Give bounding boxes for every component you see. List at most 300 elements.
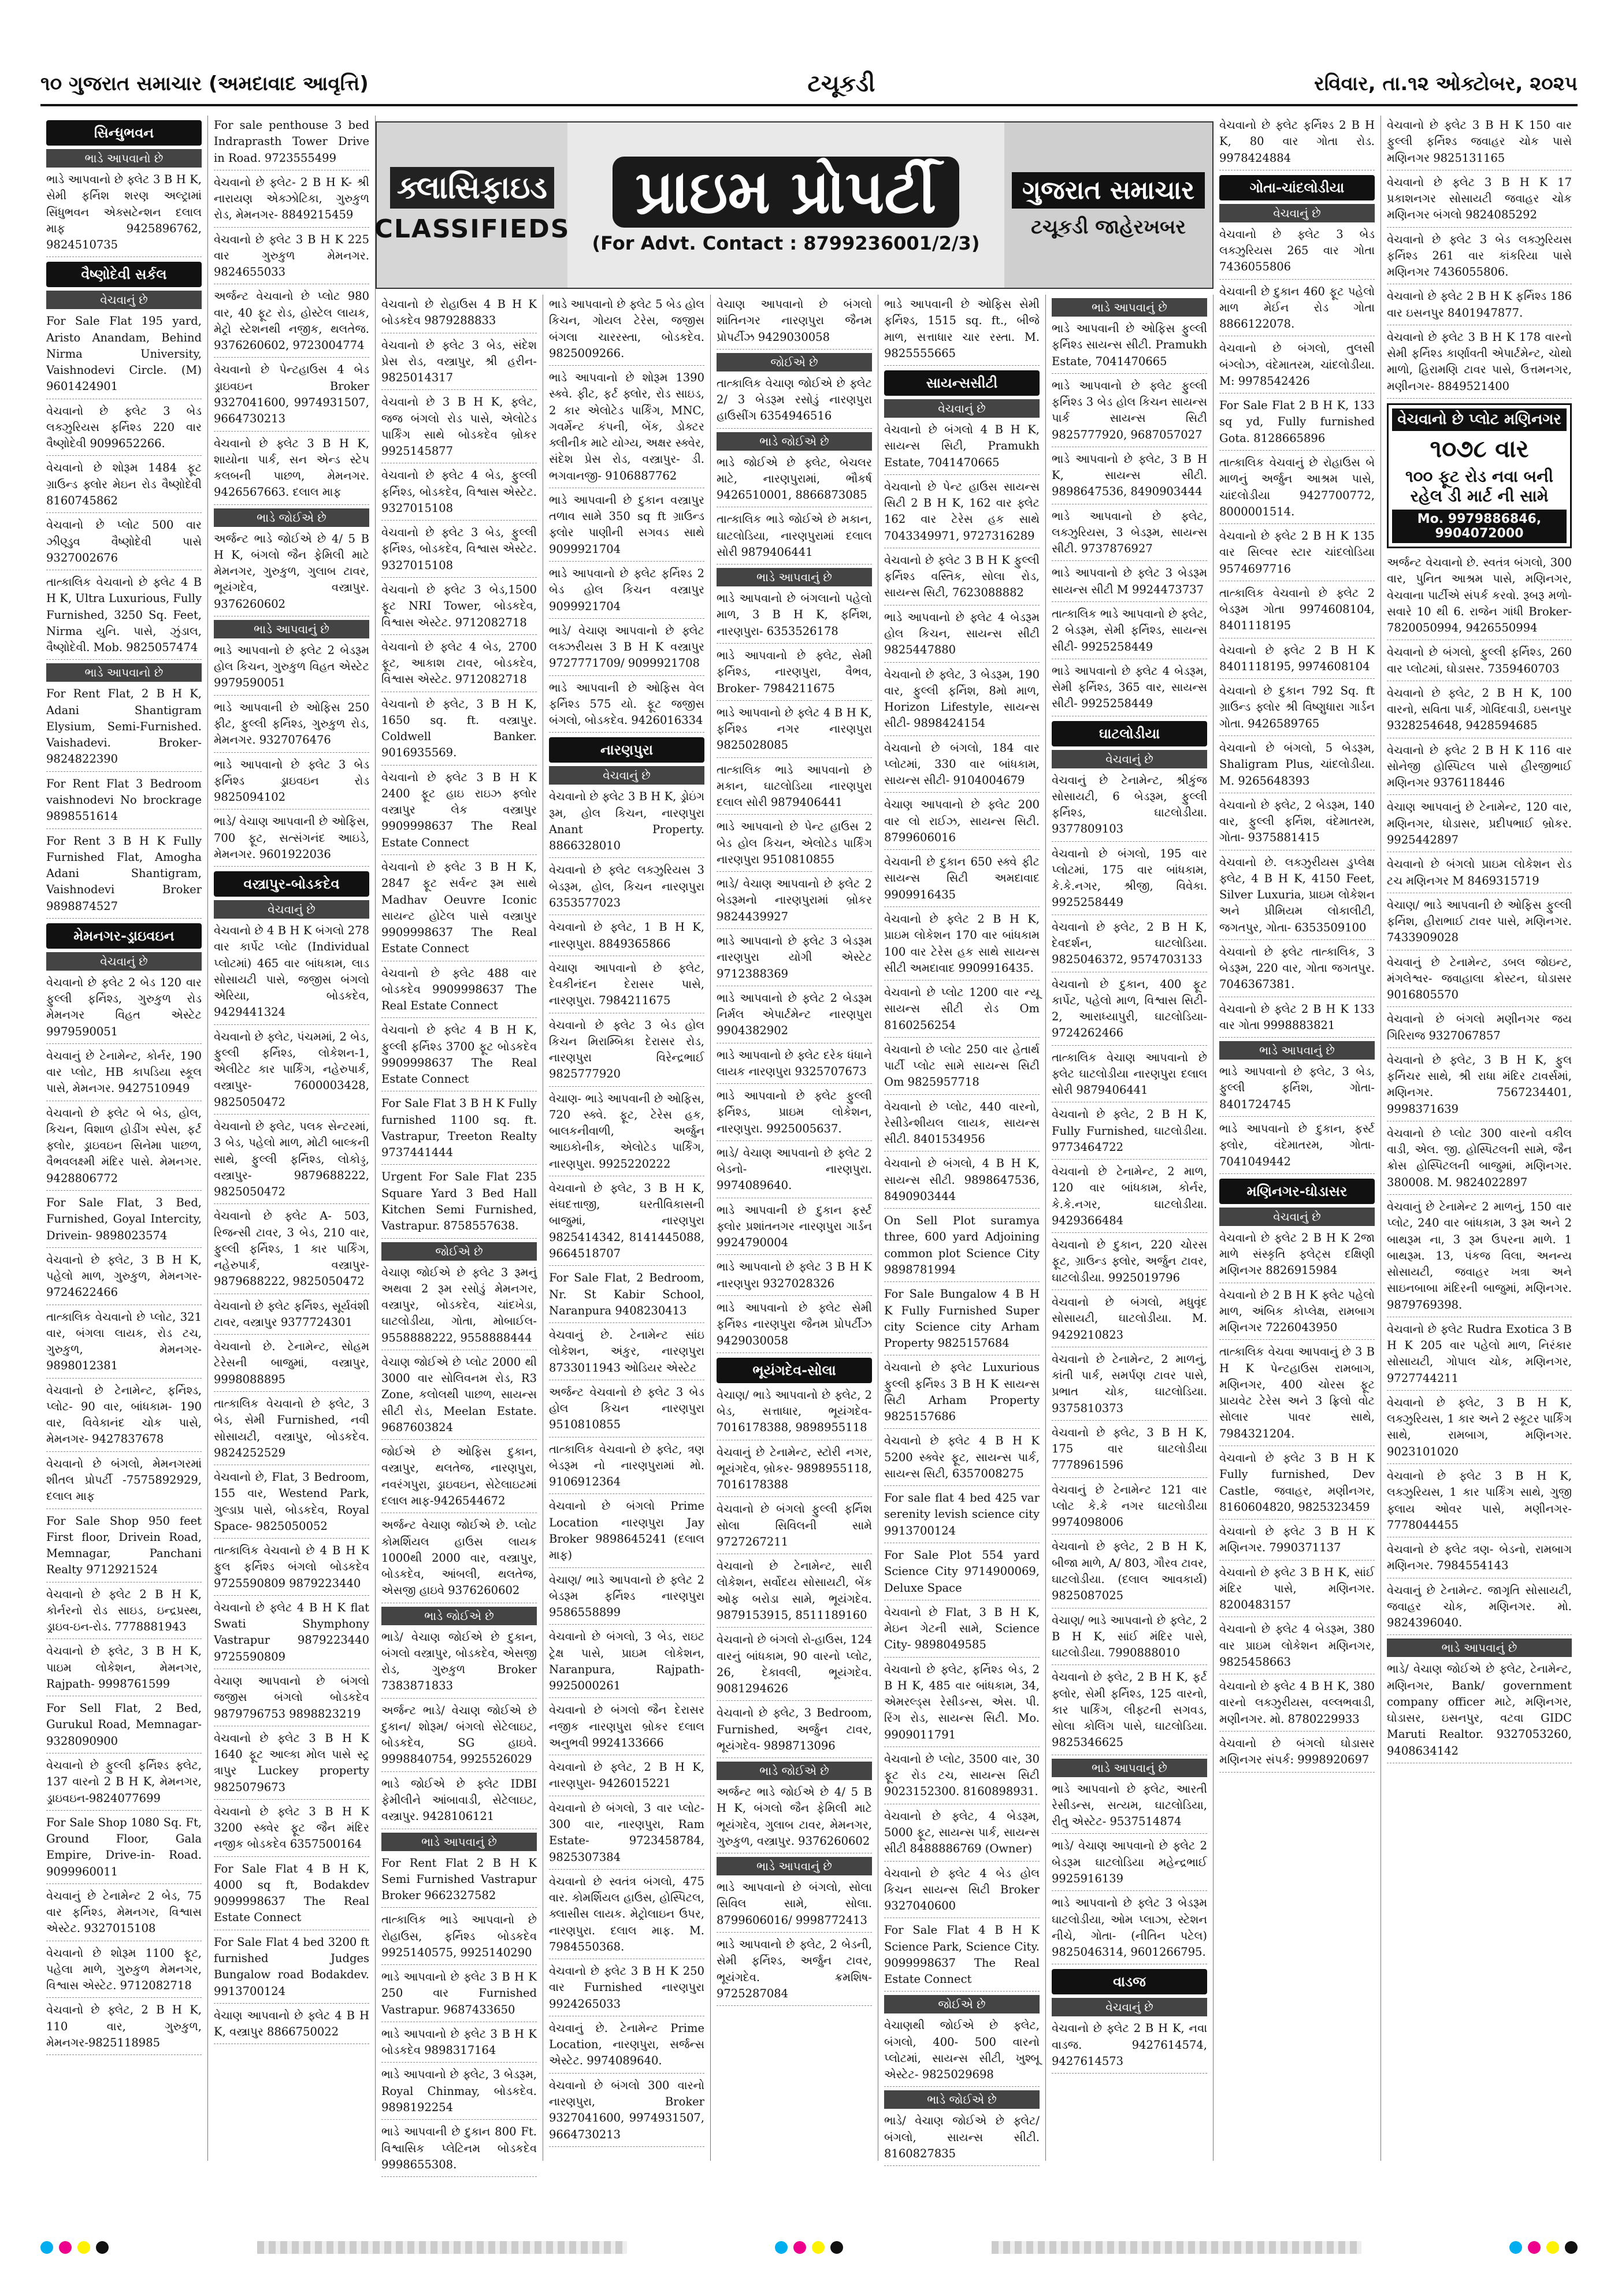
classified-ad: વેચાણ આપવાનો છે ફ્લેટ, દેવકીનંદન દેરાસર પાસે, નારણપુરા. 7984211675 bbox=[549, 958, 704, 1013]
classified-ad: વેચવાનો છે બંગલો ઘોડાસર મણિનગર સંપર્ક: 9998920697 bbox=[1219, 1734, 1375, 1773]
classified-ad: જોઈએ છે ઓફિસ દુકાન, વસ્ત્રાપુર, થલતેજ, નારણપુરા, નવરંગપુરા, ડ્રાઇવઇન, સેટેલાઇટમાં દલાલ માફ-9426544672 bbox=[381, 1442, 537, 1513]
classified-ad: વેચવાનો છે બંગલો રો-હાઉસ, 124 વારનું બાંધકામ, 90 વારનો પ્લોટ, 26, દેકાવલી, ભૂયંગદેવ. 9081294626 bbox=[717, 1630, 872, 1701]
classified-ad: વેચાણ આપવાનો છે બંગલો શાંતિનગર નારણપુરા જૈનમ પ્રોપર્ટીઝ 9429030058 bbox=[717, 295, 872, 350]
classified-ad: વેચવાનો છે ફ્લેટ 3 B H K, શાયોના પાર્ક, સન એન્ડ સ્ટેપ કલબની પાછળ, મેમનગર. 9426567663. દલાલ માફ bbox=[214, 434, 369, 505]
classified-ad: For Sale Flat 4 bed 3200 ft furnished Judges Bungalow road Bodakdev. 9913700124 bbox=[214, 1933, 369, 2004]
classified-ad: વેચવાનો છે ટેનામેન્ટ, સારી લોકેશન, સર્વોદય સોસાયટી, બેંક ઓફ બરોડા સામે, ભૂયંગદેવ. 9879153915, 8511189160 bbox=[717, 1556, 872, 1628]
category-subheading: વેચવાનું છે bbox=[1052, 1998, 1207, 2016]
classified-ad: અર્જન્ટ ભાડે જોઈએ છે 4/ 5 B H K, બંગલો જૈન ફેમિલી માટે ભૂયંગદેવ, ગુલાબ ટાવર, મેમનગર, ગુરુકુળ, વસ્ત્રાપુર. 9376260602 bbox=[717, 1782, 872, 1853]
locality-heading: નારણપુરા bbox=[549, 737, 704, 763]
classifieds-logo-english: CLASSIFIEDS bbox=[374, 214, 570, 244]
classified-ad: વેચવાનો છે પ્લોટ 500 વાર ઝીણ્ડુવ વૈષ્ણોદેવી પાસે 9327002676 bbox=[46, 515, 202, 570]
classified-ad: વેચવાનો છે ફ્લેટ, 3 B H K, સંઘદત્તાજી, ઘરતીવિકાસની બાજુમાં, નારણપુરા 9825414342, 8141445088, 9664518707 bbox=[549, 1179, 704, 1266]
classified-ad: વેચવાનો છે ફ્લેટ તાત્કાલિક, 3 બેડરૂમ, 220 વાર, ગોતા જગતપુર. 7046367381. bbox=[1219, 942, 1375, 997]
column-6 bbox=[878, 295, 1046, 2161]
classified-ad: ભાડે આપવાનો છે ફ્લેટ, 3 B H K, સાયન્સ સીટી. 9898647536, 8490903444 bbox=[1052, 449, 1207, 504]
classified-ad: વેચવાનો છે ફ્લેટ, 3 B H K, લક્ઝુરિયસ, 1 કાર અને 2 સ્કૂટર પાર્કિંગ સાથે, રામબાગ, મણિનગર. 9023101020 bbox=[1387, 1393, 1572, 1464]
classified-ad: વેચવાનો છે ફ્લેટ 3 B H K 1640 ફૂટ આલ્કા મોલ પાસે સ્ટ્ર ત્રાપુર Luckey property 9825079673 bbox=[214, 1729, 369, 1800]
category-subheading: ભાડે આપવાનું છે bbox=[1052, 298, 1207, 317]
featured-ad-line1: વેચવાનો છે પ્લોટ મણિનગર bbox=[1392, 408, 1567, 431]
classified-ad: For Sell Flat, 2 Bed, Gurukul Road, Memnagar-9328090900 bbox=[46, 1699, 202, 1753]
classified-ad: તાત્કાલિક વેચાણ આપવાનો છે ફ્લેટ ઘાટલોડીયા નારણપુરા દલાલ સોરી 9879406441 bbox=[1052, 1048, 1207, 1103]
classified-ad: ભાડે આપવાનો છે પેન્ટ હાઉસ 2 બેડ હોલ કિચન, એલોટેડ પાર્કિંગ નારણપુરા 9510810855 bbox=[717, 817, 872, 872]
classified-ad: ભાડે આપવાનો છે ફ્લેટ 2 બેડરૂમ હોલ કિચન, ગુરુકુળ વિહત એસ્ટેટ 9979590051 bbox=[214, 641, 369, 696]
classified-ad: વેચવાનો છે ફ્લેટ ફર્નિશ્ડ, સૂર્યવંશી ટાવર, વસ્ત્રાપુર 9377724301 bbox=[214, 1296, 369, 1335]
locality-heading: સાયન્સસીટી bbox=[884, 370, 1040, 396]
classified-ad: વેચવાનો છે ફ્લેટ 4 B H K, ફુલ્લી ફર્નિશ્ડ 3700 ફૂટ બોડકદેવ 9909998637 The Real Estate Connect bbox=[381, 1020, 537, 1091]
registration-dot bbox=[40, 2241, 53, 2254]
category-subheading: ભાડે જોઈએ છે bbox=[717, 432, 872, 451]
registration-dot bbox=[1565, 2241, 1578, 2254]
classified-ad: ભાડે આપવાનો છે ફ્લેટ 3 B H K, સેમી ફર્નિશ શરણ અલ્ટ્રામાં સિંધુભવન એક્સટેન્શન દલાલ માફ 9425896762, 9824510735 bbox=[46, 170, 202, 257]
classified-ad: For Sale Flat 195 yard, Aristo Anandam, Behind Nirma University, Vaishnodevi Circle. (M) 9601424901 bbox=[46, 311, 202, 399]
masthead bbox=[40, 64, 1578, 106]
category-subheading: જોઈએ છે bbox=[717, 353, 872, 371]
category-subheading: ભાડે આપવાનો છે bbox=[46, 149, 202, 168]
registration-dot bbox=[96, 2241, 109, 2254]
classified-ad: વેચવાનો છે બંગલો, મેમનગરમાં શીતલ પ્રોપર્ટી -7575892929, દલાલ માફ bbox=[46, 1454, 202, 1509]
registration-dot bbox=[1546, 2241, 1559, 2254]
classified-ad: ભાડે જોઈએ છે ફ્લેટ IDBI ફેમીલીને આંબાવાડી, સેટેલાઇટ, વસ્ત્રાપુર. 9428106121 bbox=[381, 1774, 537, 1829]
classified-ad: વેચવાનો છે ફ્લેટ 2 B H K, નવા વાડજ. 9427614574, 9427614573 bbox=[1052, 2019, 1207, 2074]
classified-ad: વેચાણ આપવાનો છે બંગલો જજીસ બંગલો બોડકદેવ 9879796753 9898823219 bbox=[214, 1671, 369, 1726]
classified-ad: વેચવાનો છે ફ્લેટ- 2 B H K- શ્રી નારાયણ એક્ઝોટિકા, ગુરુકુળ રોડ, મેમનગર- 8849215459 bbox=[214, 173, 369, 228]
column-3 bbox=[376, 295, 543, 2171]
classified-ad: વેચવાનો છે ફ્લેટ Luxurious ફુલ્લી ફર્નિશ્ડ 3 B H K સાયન્સ સિટી Arham Property 9825157686 bbox=[884, 1358, 1040, 1429]
featured-plot-ad bbox=[1387, 403, 1572, 548]
classified-ad: વેચવાનો છે ફ્લેટ 3 B H K 250 વાર Furnished નારણપુરા 9924265033 bbox=[549, 1961, 704, 2016]
classifieds-logo-gujarati: ક્લાસિફાઇડ bbox=[390, 167, 554, 209]
classified-ad: તાત્કાલિક વેચવાનો છે ફ્લેટ, ત્રણ બેડરૂમ નો નારણપુરામાં મો. 9106912364 bbox=[549, 1440, 704, 1495]
classified-ad: ભાડે આપવાનો છે ફ્લેટ 4 બેડરૂમ હોલ કિચન, સાયન્સ સીટી 9825447880 bbox=[884, 608, 1040, 663]
banner-title: પ્રાઇમ પ્રોપર્ટી bbox=[613, 157, 960, 228]
classified-ad: વેચવાનું છે. ટેનામેન્ટ સાંઇ લોકેશન, અંકુર, નારણપુરા 8733011943 ઓડિયર એસ્ટેટ bbox=[549, 1325, 704, 1380]
classified-ad: ભાડે આપવાનો છે ફ્લેટ 3 બેડરૂમ સાયન્સ સીટી M 9924473737 bbox=[1052, 563, 1207, 602]
classified-ad: વેચવાનો છે ફ્લેટ 3 B H K, લક્ઝુરિયસ, 1 કાર પાર્કિંગ સાથે, ગુજી ફ્લાય ઓવર પાસે, મણીનગર- 7778044455 bbox=[1387, 1466, 1572, 1537]
classified-ad: ભાડે આપવાની છે દુકાન ફર્સ્ટ ફ્લોર પ્રશાંતનગર નારણપુરા ગાર્ડન 9924790004 bbox=[717, 1201, 872, 1255]
classified-ad: વેચવાનો છે ફ્લેટ, ફર્નિશ્ડ બેડ, 2 B H K, 485 વાર બાંધકામ, 34, એમરલ્ડ્સ રેસીડન્સ, એસ. પી. રિંગ રોડ, સાયન્સ સિટી. Mo. 9909011791 bbox=[884, 1660, 1040, 1747]
classified-ad: વેચવાનો છે ફ્લેટ 3 B H K 17 પ્રકાશનગર સોસાયટી જવાહર ચોક મણિનગર બંગલો 9824085292 bbox=[1387, 173, 1572, 228]
classified-ad: વેચવાનો છે ફ્લેટ, પલક સેન્ટરમાં, 3 બેડ, પહેલો માળ, મોટી બાલ્કની સાથે, ફુલ્લી ફર્નિશ્ડ, લોકોડ્ડ, વસ્ત્રાપુર- 9879688222, 9825050472 bbox=[214, 1117, 369, 1204]
classified-ad: ભાડે આપવાનો છે ફ્લેટ દરેક ધંધાને લાયક નારણપુરા 9325707673 bbox=[717, 1046, 872, 1084]
classified-ad: ભાડે આપવાની છે ઓફિસ વેલ ફર્નિશ્ડ 575 યો. ફૂટ જજીસ બંગલો, બોડકદેવ. 9426016334 bbox=[549, 678, 704, 733]
classified-ad: તાત્કાલિક ભાડે આપવાનો છે રોહાઉસ, ફર્નિશ્ડ બોડકદેવ 9925140575, 9925140290 bbox=[381, 1910, 537, 1965]
issue-date: રવિવાર, તા.૧૨ ઓક્ટોબર, ૨૦૨૫ bbox=[1314, 72, 1578, 95]
classified-ad: Urgent For Sale Flat 235 Square Yard 3 Bed Hall Kitchen Semi Furnished, Vastrapur. 8758557638. bbox=[381, 1167, 537, 1238]
classified-ad: ભાડે/ વેચાણ જોઈએ છે દુકાન, બંગલો વસ્ત્રાપુર, બોડકદેવ, એસજી રોડ, ગુરુકુળ Broker 7383871833 bbox=[381, 1628, 537, 1699]
column-7 bbox=[1046, 295, 1214, 2161]
registration-dot bbox=[1509, 2241, 1522, 2254]
print-registration-strip bbox=[40, 2236, 1578, 2259]
classified-ad: ભાડે/ વેચાણ આપવાનો છે ફ્લેટ 2 બેડનો- નારણપુરા. 9974089640. bbox=[717, 1143, 872, 1198]
classified-ad: For Sale Plot 554 yard Science City 9714900069, Deluxe Space bbox=[884, 1545, 1040, 1600]
classified-ad: ભાડે આપવાનો છે શોરૂમ 1390 સ્ક્વે. ફીટ, ફર્ટ ફ્લોર, રોડ સાઇડ, 2 કાર એલોટેડ પાર્કિંગ, MNC, ગવર્મેન્ટ કંપની, બેંક, ડોક્ટર ક્લીનીક માટે યોગ્ય, અક્ષર સ્ક્વેર, સંદેશ પ્રેસ રોડ, વસ્ત્રાપુર- ડી. ભગવાનજી- 9106887762 bbox=[549, 368, 704, 488]
classified-ad: વેચવાનો છે શોરૂમ 1100 ફૂટ, પહેલા માળે, ગુરુકુળ મેમનગર, વિશ્વાસ એસ્ટેટ. 9712082718 bbox=[46, 1944, 202, 1998]
classified-ad: વેચવાનું છે ટેનામેન્ટ 121 વાર પ્લોટ કે.કે નગર ઘાટલોડીયા 9974098006 bbox=[1052, 1480, 1207, 1535]
classified-ad: વેચવાનો છે ફ્લેટ 3 બેડ લક્ઝુરિયસ 265 વાર ગોતા 7436055806 bbox=[1219, 225, 1375, 280]
grey-scale-bar bbox=[257, 2241, 627, 2254]
classified-ad: વેચવાનો છે ફ્લેટ 3 બેડ લક્ઝુરિયસ ફર્નિશ્ડ 220 વાર વૈષ્ણોદેવી 9099652266. bbox=[46, 402, 202, 456]
classified-ad: ભાડે/ વેચાણ જોઈએ છે ફ્લેટ/ બંગલો, સાયન્સ સીટી. 8160827835 bbox=[884, 2111, 1040, 2166]
classified-ad: વેચવાનો છે ફ્લેટ, 3 B H K, 1650 sq. ft. વસ્ત્રાપુર. Coldwell Banker. 9016935569. bbox=[381, 694, 537, 766]
classified-ad: ભાડે આપવાનો છે ફ્લેટ 3 B H K નારણપુરા 9327028326 bbox=[717, 1257, 872, 1296]
classified-ad: વેચવાનો છે ફ્લેટ 2 B H K 133 વાર ગોતા 9998883821 bbox=[1219, 1000, 1375, 1038]
classified-ad: વેચવાનો છે ફ્લેટ 2 B H K 135 વાર સિલ્વર સ્ટાર ચાંદલોડિયા 9574697716 bbox=[1219, 526, 1375, 581]
classified-ad: વેચવાનું છે ટેનામેન્ટ, ડબલ જોઇન્ટ, મંગલેશ્વર- જવાહાલા ક્રોસ્ટન, ઘોડાસર 9016805570 bbox=[1387, 953, 1572, 1008]
classified-ad: વેચવાનો છે ફ્લેટ 3 બેડ, ફુલ્લી ફર્નિશ્ડ, બોડકદેવ, વિશ્વાસ એસ્ટેટ. 9327015108 bbox=[381, 523, 537, 578]
classified-ad: વેચવાનો છે ફ્લેટ બે બેડ, હોલ, કિચન, વિશાળ હોડીંગ સ્પેસ, ફર્ટ ફ્લોર, ડ્રાઇવઇન સિનેમા પાછળ, વૈભવલક્ષ્મી મંદિર પાસે. મેમનગર. 9428806772 bbox=[46, 1104, 202, 1191]
classified-ad: વેચવાનો છે બંગલો, 5 બેડરૂમ, Shaligram Plus, ચાંદલોડીયા. M. 9265648393 bbox=[1219, 738, 1375, 793]
classified-ad: વેચવાનું છે. ટેનામેન્ટ Prime Location, નારણપુરા, સર્જન્સ એસ્ટેટ. 9974089640. bbox=[549, 2019, 704, 2074]
registration-dot bbox=[830, 2241, 843, 2254]
classified-ad: વેચવાનો છે રોહાઉસ 4 B H K બોડકદેવ 9879288833 bbox=[381, 295, 537, 333]
classified-ad: વેચવાનો છે ફ્લેટ 2 B H K 116 વાર સોનેજી હોસ્પિટલ પાસે હીરજીભાઈ મણિનગર 9376118446 bbox=[1387, 741, 1572, 796]
classified-ad: વેચવાનો છે ફ્લેટ, 2 B H K, 110 વાર, ગુરુકુળ, મેમનગર-9825118985 bbox=[46, 2000, 202, 2055]
classified-ad: વેચવાનો છે ફ્લેટ 3 B H K, સાંઈ મંદિર પાસે, મણિનગર. 8200483157 bbox=[1219, 1563, 1375, 1618]
classified-ad: ભાડે/ વેચાણ આપવાનો છે ફ્લેટ લક્ઝરીયસ 3 B H K વસ્ત્રાપુર 9727771709/ 9099921708 bbox=[549, 621, 704, 676]
category-subheading: ભાડે આપવાનું છે bbox=[214, 620, 369, 638]
classified-ad: વેચવાનો છે ફ્લેટ 3 B H K 2400 ફૂટ હાઇ રાઇઝ ફ્લોર વસ્ત્રાપુર લેક વસ્ત્રાપુર 9909998637 The Real Estate Connect bbox=[381, 768, 537, 855]
classified-ad: વેચાણ આપવાનું છે ટેનામેન્ટ, 120 વાર, મણિનગર, ધોડાસર, પ્રદીપભાઈ બ્રોકર. 9925442897 bbox=[1387, 797, 1572, 852]
classified-ad: ભાડે આપવાનો છે ફ્લેટ 3 B H K બોડકદેવ 9898317164 bbox=[381, 2024, 537, 2063]
classified-ad: વેચવાનો છે ફ્લેટ, 2 B H K, નારણપુરા- 9426015221 bbox=[549, 1758, 704, 1796]
page-number-edition: ૧૦ ગુજરાત સમાચાર (અમદાવાદ આવૃત્તિ) bbox=[40, 72, 369, 95]
classified-ad: વેચવાનો છે બંગલો Prime Location નારણપુરા Jay Broker 9898645241 (દલાલ માફ) bbox=[549, 1496, 704, 1567]
classified-ad: વેચવાનો છે ફ્લેટ 3 B H K, ડ્રોઇંગ રૂમ, હોલ કિચન, નારણપુરા Anant Property. 8866328010 bbox=[549, 787, 704, 858]
classified-ad: વેચવાનો છે ફ્લેટ, 4 બેડરૂમ, 5000 ફૂટ, સાયન્સ પાર્ક, સાયન્સ સીટી 8488886769 (Owner) bbox=[884, 1807, 1040, 1862]
classified-ad: વેચવાનો છે, Flat, 3 Bedroom, 155 વાર, Westend Park, ગુલ્ડાપ્ર પાસે, બોડકદેવ, Royal Space- 9825050052 bbox=[214, 1467, 369, 1539]
classified-ad: વેચવાનો છે પ્લોટ 1200 વાર ન્યૂ સાયન્સ સીટી રોડ Om 8160256254 bbox=[884, 983, 1040, 1038]
classified-ad: ભાડે આપવાનો છે ફ્લેટ 3 બેડ ફર્નિશ્ડ ડ્રાઇવઇન રોડ 9825094102 bbox=[214, 755, 369, 810]
classified-ad: ભાડે આપવાની છે ઓફિસ ફુલ્લી ફર્નિશ્ડ સાયન્સ સીટી. Pramukh Estate, 7041470665 bbox=[1052, 319, 1207, 374]
category-subheading: વેચવાનું છે bbox=[1052, 750, 1207, 768]
banner-title-block bbox=[567, 157, 1004, 254]
classified-ad: વેચવાનો છે ફ્લેટ 2 B H K 8401118195, 9974608104 bbox=[1219, 641, 1375, 679]
classified-ad: ભાડે/ વેચાણ આપવાની છે ઓફિસ, 700 ફૂટ, સત્સંગનંદ આઇડે, મેમનગર. 9601922036 bbox=[214, 812, 369, 867]
classified-ad: વેચવાનું છે ટેનામેન્ટ 2 માળનું, 150 વાર પ્લોટ, 240 વાર બાંધકામ, 3 રૂમ અને 2 બાથરૂમ ના, 3 રૂમ ઉપરના માળે. 1 બાથરૂમ. 13, પંકજ વિલા, અનન્ય સોસાયટી, જવાહર ખત્રા અને સાઇનબાબા મંદિરની બાજુમાં, મણિનગર. 9879769398. bbox=[1387, 1197, 1572, 1317]
classified-ad: વેચવાનો છે દુકાન, 220 ચોરસ ફૂટ, ગ્રાઉન્ડ ફ્લોર, અર્જુન ટાવર, ઘાટલોડીયા. 9925019796 bbox=[1052, 1235, 1207, 1290]
classified-ad: તાત્કાલિક વેચવા આપવાનું છે 3 B H K પેન્ટહાઉસ રામબાગ, મણિનગર, 400 ચોરસ ફૂટ પ્રાયવેટ ટેરેસ અને 3 ફ્રિલો વોટ સોલાર પાવર સાથે, 7984321204. bbox=[1219, 1342, 1375, 1446]
classified-ad: વેચવાનો છે ફ્લેટ 4 બેડરૂમ, 380 વાર પ્રાઇમ લોકેશન મણિનગર, 9825458663 bbox=[1219, 1619, 1375, 1674]
classified-ad: વેચવાનો છે ફ્લેટ 4 B H K 5200 સ્ક્વેર ફૂટ, સાયન્સ પાર્ક, સાયન્સ સિટી, 6357008275 bbox=[884, 1431, 1040, 1486]
classified-ad: For Sale Shop 950 feet First floor, Drivein Road, Memnagar, Panchani Realty 9712921524 bbox=[46, 1511, 202, 1582]
classified-ad: For Rent Flat 3 Bedroom vaishnodevi No brockrage 9898551614 bbox=[46, 774, 202, 829]
category-subheading: વેચવાનું છે bbox=[46, 291, 202, 309]
classified-ad: વેચવાનો છે ફ્લેટ 3 B H K 150 વાર ફુલ્લી ફર્નિશ્ડ જવાહર ચોક પાસે મણિનગર 9825131165 bbox=[1387, 116, 1572, 170]
category-subheading: વેચવાનું છે bbox=[214, 900, 369, 919]
prime-property-banner bbox=[376, 121, 1214, 289]
classified-ad: For Sale Shop 1080 Sq. Ft, Ground Floor, Gala Empire, Drive-in- Road. 9099960011 bbox=[46, 1813, 202, 1884]
classified-ad: For Sale Flat 4 B H K Science Park, Science City. 9099998637 The Real Estate Connect bbox=[884, 1920, 1040, 1992]
locality-heading: વાડજ bbox=[1052, 1969, 1207, 1994]
column-5 bbox=[711, 295, 878, 2161]
category-subheading: ભાડે આપવાનું છે bbox=[1387, 1639, 1572, 1657]
classified-ad: વેચવાનો છે ફ્લેટ 3 B H K, 2847 ફૂટ સર્વન્ટ રૂમ સાથે Madhav Oeuvre Iconic સાયન્ટ હોટેલ પાસે વસ્ત્રાપુર 9909998637 The Real Estate Connect bbox=[381, 857, 537, 961]
classified-ad: તાત્કાલિક વેચાણ જોઈએ છે ફ્લેટ 2/ 3 બેડરૂમ રસોડું નારણપુરા હાઉસીંગ 6354946516 bbox=[717, 374, 872, 429]
classified-ad: ભાડે આપવાનો છે ફ્લેટ, સેમી ફર્નિશ્ડ, નારણપુરા, વૈભવ, Broker- 7984211675 bbox=[717, 646, 872, 701]
classified-ad: વેચાણ/ ભાડે આપવાનો છે ફ્લેટ 2 બેડરૂમ ફર્નિશ્ડ નારણપુરા 9586558899 bbox=[549, 1570, 704, 1625]
classified-ad: વેચવાનું છે ટેનામેન્ટ, સ્ટોરી નગર, ભૂયંગદેવ, બ્રોકર- 9898955118, 7016178388 bbox=[717, 1443, 872, 1498]
registration-dot bbox=[77, 2241, 90, 2254]
classified-ad: વેચવાનો છે ફ્લેટ 4 B H K flat Swati Shymphony Vastrapur 9879223440 9725590809 bbox=[214, 1598, 369, 1669]
locality-heading: ભૂયંગદેવ-સોલા bbox=[717, 1358, 872, 1383]
banner-contact: (For Advt. Contact : 8799236001/2/3) bbox=[592, 232, 980, 254]
classified-ad: વેચવાનો છે ફ્લેટ, 3 B H K, પાઇમ લોકેશન, મેમનગર, Rajpath- 9998761599 bbox=[46, 1641, 202, 1696]
classified-ad: વેચવાનો છે ફ્લેટ 2 B H K, કોર્નરનો રોડ સાઇડ, ઇન્દ્રપ્રસ્થ, ડ્રાઇવ-ઇન-રોડ. 7778881943 bbox=[46, 1585, 202, 1640]
classified-ad: For Sale Flat, 3 Bed, Furnished, Goyal Intercity, Drivein- 9898023574 bbox=[46, 1193, 202, 1248]
classified-ad: વેચવાનો છે બંગલો ફુલ્લી ફર્નિશ સોલા સિવિલની સામે 9727267211 bbox=[717, 1499, 872, 1554]
classified-ad: ભાડે આપવાનો છે ફ્લેટ, 3 બેડ, ફુલ્લી ફર્નિશ, ગોતા- 8401724745 bbox=[1219, 1062, 1375, 1117]
registration-dot bbox=[812, 2241, 825, 2254]
category-subheading: વેચવાનું છે bbox=[549, 766, 704, 785]
classified-ad: ભાડે આપવાનો છે ફ્લેટ, 3 બેડરૂમ, Royal Chinmay, બોડકદેવ. 9898192254 bbox=[381, 2065, 537, 2120]
registration-dot bbox=[793, 2241, 806, 2254]
classified-ad: વેચવાનો છે ફ્લેટ 2 B H K, પ્રાઇમ લોકેશન 170 વાર બાંધકામ 100 વાર ટેરેસ હક સાથે સાયન્સ સીટી અમદાવાદ 9909916435. bbox=[884, 909, 1040, 980]
classified-ad: વેચાણ- ભાડે આપવાની છે ઓફિસ, 720 સ્ક્વે. ફૂટ, ટેરેસ હક, બાલકનીવાળી, અર્જુન આઇકોનીક, એલોટેડ પાર્કિંગ, નારણપુરા. 9925220222 bbox=[549, 1089, 704, 1176]
featured-ad-line2: ૧૦૭૮ વાર bbox=[1430, 434, 1529, 463]
classified-ad: For Sale Flat 3 B H K Fully furnished 1100 sq. ft. Vastrapur, Treeton Realty 9737441444 bbox=[381, 1094, 537, 1165]
category-subheading: ભાડે જોઈએ છે bbox=[214, 508, 369, 527]
column-8 bbox=[1214, 116, 1381, 2161]
column-1 bbox=[40, 116, 208, 2161]
classified-ad: વેચવાનો છે ફ્લેટ Rudra Exotica 3 B H K 205 વાર પહેલો માળ, નિરંકાર સોસાયટી, ગોપાલ ચોક, મણિનગર, 9727744211 bbox=[1387, 1320, 1572, 1391]
classified-ad: વેચવાનો છે બંગલો, ફુલ્લી ફર્નિશ્ડ, 260 વાર પ્લોટમાં, ઘોડાસર. 7359460703 bbox=[1387, 642, 1572, 681]
classified-ad: વેચવાનો છે ફ્લેટ 488 વાર બોડકદેવ 9909998637 The Real Estate Connect bbox=[381, 964, 537, 1019]
classified-ad: અર્જન્ટ ભાડે જોઈએ છે 4/ 5 B H K, બંગલો જૈન ફેમિલી માટે મેમનગર, ગુરુકુળ, ગુલાબ ટાવર, ભૂયંગદેવ, વસ્ત્રાપુર. 9376260602 bbox=[214, 529, 369, 616]
classified-ad: ભાડે આપવાનો છે ફ્લેટ, 2 બેડની, સેમી ફર્નિશ્ડ, અર્જુન ટાવર, ભૂયંગદેવ. ક્રમશિષ- 9725287084 bbox=[717, 1935, 872, 2006]
classified-ad: વેચવાનો છે 4 B H K બંગલો 278 વાર કાર્પેટ પ્લોટ (Individual પ્લોટમાં) 465 વાર બાંધકામ, લાડ સોસાયટી પાસે, જજીસ બંગલો એરિયા, બોડકદેવ, 9429441324 bbox=[214, 921, 369, 1025]
classified-ad: વેચવાનો છે ફ્લેટ 3 B H K 178 વારનો સેમી ફર્નિશ્ડ કાર્ણાવતી એપાર્ટમેન્ટ, ચોથો માળો, હિરામણિ ટાવર પાસે, ઉત્તમનગર, મણીનગર- 8849521400 bbox=[1387, 328, 1572, 399]
classified-ad: વેચવાનો છે ફ્લેટ, 2 બેડરૂમ, 140 વાર, ફુલ્લી ફર્નિશ, વંદેમાતરમ, ગોતા- 9375881415 bbox=[1219, 796, 1375, 850]
classified-ad: ભાડે આપવાનો છે ફ્લેટ 3 B H K 250 વાર Furnished Vastrapur. 9687433650 bbox=[381, 1967, 537, 2022]
registration-dot bbox=[775, 2241, 788, 2254]
category-subheading: ભાડે આપવાનું છે bbox=[1052, 1759, 1207, 1777]
category-subheading: ભાડે જોઈએ છે bbox=[381, 1607, 537, 1625]
classified-ad: વેચવાનો છે ફ્લેટ 3 B H K Fully furnished, Dev Castle, જવાહર, મણીનગર, 8160604820, 9825323459 bbox=[1219, 1448, 1375, 1519]
classified-ad: વેચવાનો છે દુકાન, 400 ફૂટ કાર્પેટ, પહેલો માળ, વિશ્વાસ સિટી- 2, આરાધ્યાપુરી, ઘાટલોડિયા- 9724262466 bbox=[1052, 975, 1207, 1046]
registration-dot bbox=[1528, 2241, 1541, 2254]
classified-ad: વેચવાનો છે ફ્લેટ 3 B H K મણિનગર. 7990371137 bbox=[1219, 1522, 1375, 1561]
classified-ad: અર્જન્ટ ભાડે/ વેચાણ જોઈએ છે દુકાન/ શોરૂમ/ બંગલો સેટેલાઇટ, બોડકદેવ, SG હાઇવે. 9998840754, 9925526029 bbox=[381, 1701, 537, 1772]
category-subheading: ભાડે આપવાનો છે bbox=[46, 663, 202, 682]
classified-ad: વેચવાનો છે પેન્ટહાઉસ 4 બેડ ડ્રાઇવઇન Broker 9327041600, 9974931507, 9664730213 bbox=[214, 360, 369, 431]
classified-ad: On Sell Plot suramya three, 600 yard Adjoining common plot Science City 9898781994 bbox=[884, 1211, 1040, 1282]
classified-ad: વેચવાનો છે દુકાન 792 Sq. ft ગ્રાઉન્ડ ફ્લોર શ્રી વિષ્ણુધારા ગાર્ડન ગોતા. 9426589765 bbox=[1219, 681, 1375, 736]
classified-ad: તાત્કાલિક વેચવાનો છે 4 B H K ફુલ ફર્નિશ્ડ બંગલો બોડકદેવ 9725590809 9879223440 bbox=[214, 1541, 369, 1596]
classified-ad: વેચવાનો છે સ્વતંત્ર બંગલો, 475 વાર. કોમર્શિયલ હાઉસ, હોસ્પિટલ, ક્લાસીસ લાયક. મેટ્રોલાઇન ઉપર, નારણપુરા. દલાલ માફ. M. 7984550368. bbox=[549, 1872, 704, 1959]
classified-ad: વેચવાનો છે બંગલો, 195 વાર પ્લોટમાં, 175 વાર બાંધકામ, કે.કે.નગર, શ્રીજી, વિવેકા. 9925258449 bbox=[1052, 844, 1207, 915]
classified-ad: વેચવાનું છે ટેનામેન્ટ, શ્રીકુંજ સોસાયટી, 6 બેડરૂમ, ફુલ્લી ફર્નિશ્ડ, ઘાટલોડીયા. 9377809103 bbox=[1052, 771, 1207, 842]
classified-ad: તાત્કાલિક વેચવાનો છે ફ્લેટ, 3 બેડ, સેમી Furnished, નવી સોસાયટી, વસ્ત્રાપુર, બોડકદેવ. 9824252529 bbox=[214, 1394, 369, 1465]
classified-ad: ભાડે જોઈએ છે ફ્લેટ, બેચલર માટે, નારણપુરામાં, ભૌકર્ષ 9426510001, 8866873085 bbox=[717, 453, 872, 508]
classified-ad: ભાડે આપવાનો છે ફ્લેટ ફર્નિશ્ડ 2 બેડ હોલ કિચન વસ્ત્રાપુર 9099921704 bbox=[549, 564, 704, 619]
category-subheading: ભાડે આપવાનું છે bbox=[717, 568, 872, 586]
classified-ad: For Sale Flat 2 B H K, 133 sq yd, Fully furnished Gota. 8128665896 bbox=[1219, 396, 1375, 451]
brand-name: ગુજરાત સમાચાર bbox=[1012, 172, 1205, 209]
color-registration-dots-right bbox=[1509, 2241, 1578, 2254]
classified-ad: For Sale Flat, 2 Bedroom, Nr. St Kabir School, Naranpura 9408230413 bbox=[549, 1268, 704, 1323]
classified-ad: વેચવાનો છે ફ્લેટ, 2 B H K, દેવદર્શન, ઘાટલોડિયા. 9825046372, 9574703133 bbox=[1052, 917, 1207, 972]
classified-ad: વેચવાનો છે બંગલો, 4 B H K, સાયન્સ સીટી. 9898647536, 8490903444 bbox=[884, 1154, 1040, 1209]
classified-ad: વેચવાનો છે ફ્લેટ, 1 B H K, નારણપુરા. 8849365866 bbox=[549, 917, 704, 956]
classified-ad: ભાડે આપવાની છે ઓફિસ 250 ફીટ, ફુલ્લી ફર્નિશ્ડ, ગુરુકુળ રોડ, મેમનગર. 9327076476 bbox=[214, 698, 369, 753]
classified-ad: વેચવાનો છે ફ્લેટ 3 બેડ હોલ કિચન મિરામ્બિકા દેરાસર રોડ, નારણપુરા વિરેન્દ્રભાઈ 9825777920 bbox=[549, 1016, 704, 1087]
classified-ad: વેચવાનો છે ટેનામેન્ટ, 2 માળ, 120 વાર બાંધકામ, કોર્નર, કે.કે.નગર, ઘાટલોડીયા. 9429366484 bbox=[1052, 1162, 1207, 1233]
classified-ad: ભાડે આપવાની છે દુકાન વસ્ત્રાપુર તળાવ સામે 350 sq ft ગ્રાઉન્ડ ફ્લોર પાણીની સગવડ સાથે 9099921704 bbox=[549, 491, 704, 562]
classified-ad: વેચવાનો છે બંગલો 4 B H K, સાયન્સ સિટી, Pramukh Estate, 7041470665 bbox=[884, 420, 1040, 475]
locality-heading: વસ્ત્રાપુર-બોડકદેવ bbox=[214, 871, 369, 897]
classified-ad: ભાડે/ વેચાણ આપવાનો છે ફ્લેટ 2 બેડરૂમ ઘાટલોડિયા મહેન્દ્રભાઈ 9925916139 bbox=[1052, 1836, 1207, 1891]
classified-ad: ભાડે આપવાની છે દુકાન 800 Ft. વિશ્વાસિક પ્લેટિનમ બોડકદેવ 9998655308. bbox=[381, 2122, 537, 2177]
classified-ad: તાત્કાલિક ભાડે આપવાનો છે ફ્લેટ, 2 બેડરૂમ, સેમી ફર્નિશ્ડ, સાયન્સ સીટી- 9925258449 bbox=[1052, 604, 1207, 659]
classified-ad: વેચવાનો છે બંગલો જૈન દેરાસર નજીક નારણપુરા બ્રોકર દલાલ અનુભવી 9924133666 bbox=[549, 1700, 704, 1755]
classified-ad: વેચવાનો છે ફ્લેટ 4 B H K, 380 વારનો લક્ઝુરીયસ, વલ્લભવાડી, મણીનગર. મો. 8780229933 bbox=[1219, 1677, 1375, 1732]
classified-ad: તાત્કાલિક વેચવાનું છે રોહાઉસ બે માળનું અર્જુન આશ્રમ પાસે, ચાંદલોડીયા 9427700772, 8000001514. bbox=[1219, 453, 1375, 524]
classified-ad: વેચવાનો છે ફ્લેટ 4 બેડ, ફુલ્લી ફર્નિશ્ડ, બોડકદેવ, વિશ્વાસ એસ્ટેટ. 9327015108 bbox=[381, 466, 537, 521]
grey-scale-bar bbox=[992, 2241, 1361, 2254]
classified-ad: વેચવાનો છે ફ્લેટ 4 બેડ હોલ કિચન સાયન્સ સિટી Broker 9327040600 bbox=[884, 1864, 1040, 1919]
classified-ad: વેચાણ આપવાનો છે ફ્લેટ 200 વાર લો રાઈઝ, સાયન્સ સિટી. 8799606016 bbox=[884, 795, 1040, 850]
classified-ad: વેચવાનો છે Flat, 3 B H K, મેઇન ગેટની સામે, Science City- 9898049585 bbox=[884, 1603, 1040, 1658]
classified-ad: For sale flat 4 bed 425 var serenity levish science city 9913700124 bbox=[884, 1488, 1040, 1543]
classified-ad: વેચવાનો છે ફ્લેટ A- 503, રિજન્સી ટાવર, 3 બેડ, 210 વાર, ફુલ્લી ફર્નિશ્ડ, 1 કાર પાર્કિંગ, નહેરુપાર્ક, વસ્ત્રાપુર- 9879688222, 9825050472 bbox=[214, 1206, 369, 1294]
classified-ad: વેચવાનો છે ફ્લેટ 2 B H K ફર્નિશ્ડ 186 વાર ઇસનપુર 8401947877. bbox=[1387, 287, 1572, 325]
category-subheading: ભાડે આપવાનું છે bbox=[717, 1857, 872, 1875]
classified-ad: વેચાણ આપવાનો છે ફ્લેટ 4 B H K, વસ્ત્રાપુર 8866750022 bbox=[214, 2006, 369, 2045]
classified-ad: તાત્કાલિક ભાડે જોઈએ છે મકાન, ઘાટલોડિયા, નારણપુરામાં દલાલ સોરી 9879406441 bbox=[717, 510, 872, 564]
locality-heading: ઘાટલોડીયા bbox=[1052, 721, 1207, 746]
classified-ad: ભાડે આપવાનો છે બંગલો, સોલા સિવિલ સામે, સોલા. 8799606016/ 9998772413 bbox=[717, 1878, 872, 1933]
classified-ad: વેચવાનો છે ફ્લેટ, 3 B H K, ફુલ ફર્નિચર સાથે, શ્રી રાધા મંદિર ટાવર્સમાં, મણિનગર. 7567234401, 9998371639 bbox=[1387, 1050, 1572, 1121]
featured-ad-line3: ૧૦૦ ફૂટ રોડ નવા બની રહેલ ડી માર્ટ ની સામે bbox=[1405, 466, 1554, 506]
classified-ad: વેચવાનો છે ફ્લેટ, 2 B H K, 100 વારનો, સવિતા પાર્ક, ગોવિંદવાડી, ઇસનપુર 9328254648, 9428594685 bbox=[1387, 683, 1572, 738]
classified-ad: તાત્કાલિક વેચવાનો છે ફ્લેટ 2 બેડરૂમ ગોતા 9974608104, 8401118195 bbox=[1219, 584, 1375, 638]
classified-ad: વેચવાનો છે પ્લોટ, 440 વારનો, રેસીડેન્શીયલ લાયક, સાયન્સ સીટી. 8401534956 bbox=[884, 1097, 1040, 1152]
category-subheading: વેચવાનું છે bbox=[46, 952, 202, 971]
classified-ad: વેચવાનો છે પેન્ટ હાઉસ સાયન્સ સિટી 2 B H K, 162 વાર ફ્લેટ 162 વાર ટેરેસ હક સાથે 7043349971, 9727316289 bbox=[884, 477, 1040, 548]
classified-ad: ભાડે આપવાનો છે ફ્લેટ 3 બેડરૂમ નારણપુરા યોગી એસ્ટેટ 9712388369 bbox=[717, 931, 872, 986]
classified-ad: વેચવાનો છે ફ્લેટ 2 B H K 2જા માળે સંસ્કૃતિ ફ્લેટ્સ દક્ષિણી મણિનગર 8826915984 bbox=[1219, 1228, 1375, 1283]
classified-ad: ભાડે આપવાનો છે ફ્લેટ 2 બેડરૂમ નિર્મલ એપાર્ટમેન્ટ નારણપુરા 9904382902 bbox=[717, 989, 872, 1043]
classified-ad: વેચવાનો છે બંગલો મણીનગર જય ગિરિરાજ 9327067857 bbox=[1387, 1009, 1572, 1048]
classified-ad: અર્જન્ટ વેચવાનો છે પ્લોટ 980 વાર, 40 ફૂટ રોડ, હોસ્ટેલ લાયક, મેટ્રો સ્ટેશનથી નજીક, થલતેજ. 9376260602, 9723004774 bbox=[214, 287, 369, 358]
classified-ad: વેચવાનો છે ફ્લેટ 3 B H K 3200 સ્ક્વેર ફૂટ જૈન મંદિર નજીક બોડકદેવ 6357500164 bbox=[214, 1802, 369, 1857]
classified-ad: વેચવાનો છે ફ્લેટ, 3 બેડરૂમ, 190 વાર, ફુલ્લી ફર્નિશ, 8મો માળ, Horizon Lifestyle, સાયન્સ સીટી- 9898424154 bbox=[884, 665, 1040, 736]
classified-ad: વેચવાનો છે બંગલો, 3 વાર પ્લોટ- 300 વાર, નારણપુરા, Ram Estate- 9723458784, 9825307384 bbox=[549, 1799, 704, 1870]
classified-ad: વેચવાનો છે ફ્લેટ 3 બેડ,1500 ફૂટ NRI Tower, બોડકદેવ, વિશ્વાસ એસ્ટેટ. 9712082718 bbox=[381, 580, 537, 635]
classified-ad: અર્જન્ટ વેચવાનો છે. સ્વતંત્ર બંગલો, 300 વાર, પુનિત આશ્રમ પાસે, મણિનગર, વેચવાના પાર્ટીએ સંપર્ક કરવો. રૂબરૂ મળો- સવારે 10 થી 6. રાજેન ગાંધી Broker- 7820050994, 9426550994 bbox=[1387, 553, 1572, 640]
category-subheading: જોઈએ છે bbox=[381, 1242, 537, 1261]
locality-heading: ગોતા-ચાંદલોડીયા bbox=[1219, 175, 1375, 200]
category-subheading: જોઈએ છે bbox=[884, 1995, 1040, 2013]
classified-ad: વેચવાનો છે ફ્લેટ 3 B H K 225 વાર ગુરુકુળ મેમનગર. 9824655033 bbox=[214, 230, 369, 285]
classified-ad: ભાડે આપવાનો છે ફ્લેટ સેમી ફર્નિશ્ડ નારણપુરા જૈનમ પ્રોપર્ટીઝ 9429030058 bbox=[717, 1298, 872, 1353]
classified-ad: ભાડે આપવાનો છે ફ્લેટ, લક્ઝુરિયસ, 3 બેડરૂમ, સાયન્સ સીટી. 9737876927 bbox=[1052, 507, 1207, 562]
classified-ad: વેચાણ/ ભાડે આપવાની છે ઓફિસ ફુલ્લી ફર્નિશ, હીરાભાઈ ટાવર પાસે, મણિનગર. 7433909028 bbox=[1387, 896, 1572, 950]
classified-ad: વેચાણ જોઈએ છે પ્લોટ 2000 થી 3000 વાર સોલિવનમ રોડ, R3 Zone, કલોલથી પાછળ, સાયન્સ સીટી રોડ, Meelan Estate. 9687603824 bbox=[381, 1353, 537, 1440]
classified-ad: વેચવાનો છે. ટેનામેન્ટ, સોહમ ટેરેસની બાજુમાં, વસ્ત્રાપુર, 9998088895 bbox=[214, 1337, 369, 1392]
classified-ad: વેચવાનો છે પ્લોટ, 3500 વાર, 30 ફૂટ રોડ ટચ, સાયન્સ સિટી 9023152300. 8160898931. bbox=[884, 1749, 1040, 1804]
column-2 bbox=[208, 116, 376, 2161]
classified-ad: વેચવાનો છે 2 B H K ફ્લેટ પહેલો માળ, અંબિક કોપ્લેક્ષ, રામબાગ મણિનગર 7226043950 bbox=[1219, 1286, 1375, 1340]
classified-ad: વેચવાનો છે ફ્લેટ, 2 B H K, Fully Furnished, ઘાટલોડીયા. 9773464722 bbox=[1052, 1105, 1207, 1160]
locality-heading: સિન્ધુભવન bbox=[46, 120, 202, 146]
classified-ad: For Sale Bungalow 4 B H K Fully Furnished Super city Science city Arham Property 9825157684 bbox=[884, 1284, 1040, 1355]
classified-ad: વેચવાનો છે બંગલો, 184 વાર પ્લોટમાં, 330 વાર બાંધકામ, સાયન્સ સીટી- 9104004679 bbox=[884, 738, 1040, 793]
column-9 bbox=[1381, 116, 1578, 2161]
color-registration-dots-left bbox=[40, 2241, 109, 2254]
classified-ad: વેચવાનો છે ટેનામેન્ટ, 2 માળનું, કાંતી પાર્ક, સમર્પણ ટાવર પાસે, પ્રભાત ચોક, ઘાટલોડિયા. 9375810373 bbox=[1052, 1350, 1207, 1421]
newspaper-brand bbox=[1004, 122, 1212, 288]
classified-ad: વેચવાનો છે પ્લોટ 250 વાર હેતાર્થ પાર્ટી પ્લોટ સામે સાયન્સ સિટી Om 9825957718 bbox=[884, 1040, 1040, 1095]
section-title: ટચૂકડી bbox=[807, 70, 875, 97]
category-subheading: ભાડે આપવાનું છે bbox=[1219, 1041, 1375, 1060]
classified-ad: વેચવાનો છે બંગલો, મધુવૃંદ સોસાયટી, ઘાટલોડીયા. M. 9429210823 bbox=[1052, 1292, 1207, 1347]
classified-ad: વેચવાનો છે બંગલો પ્રાઇમ લોકેશન રોડ ટચ મણિનગર M 8469315719 bbox=[1387, 855, 1572, 893]
featured-ad-line4: Mo. 9979886846, 9904072000 bbox=[1392, 510, 1567, 543]
classified-ad: વેચવાનો છે ફ્લેટ 4 બેડ, 2700 ફૂટ, આકાશ ટાવર, બોડકદેવ, વિશ્વાસ એસ્ટેટ. 9712082718 bbox=[381, 637, 537, 692]
classified-ad: વેચવાનો છે. લક્ઝુરીયસ ડુપ્લેક્ષ ફ્લેટ, 4 B H K, 4150 Feet, Silver Luxuria, પ્રાઇમ લોકેશન અને પ્રીમિયમ લોકાલીટી, જગતપુર, ગોતા- 6353509100 bbox=[1219, 853, 1375, 940]
locality-heading: વૈષ્ણોદેવી સર્કલ bbox=[46, 262, 202, 287]
category-subheading: ભાડે જોઈએ છે bbox=[884, 2090, 1040, 2109]
column-4 bbox=[543, 295, 711, 2161]
classified-ad: વેચવાનું છે ટેનામેન્ટ, કોર્નર, 190 વાર પ્લોટ, HB કાપડિયા સ્કૂલ પાસે, મેમનગર. 9427510949 bbox=[46, 1046, 202, 1101]
classified-ad: ભાડે આપવાનો છે ફ્લેટ, આરતી રેસીડન્સ, સત્યમ, ઘાટલોડિયા, રીતુ એસ્ટેટ- 9537514874 bbox=[1052, 1779, 1207, 1834]
classified-ad: વેચવાનો છે ફ્લેટ 3 B H K ફુલ્લી ફર્નિશ્ડ વસ્તિક, સોલા રોડ, સાયન્સ સિટી, 7623088882 bbox=[884, 551, 1040, 605]
category-subheading: વેચવાનું છે bbox=[1219, 1208, 1375, 1226]
classified-ad: વેચવાનો છે ફ્લેટ 3 બેડ, સંદેશ પ્રેસ રોડ, વસ્ત્રાપુર, શ્રી હરીન- 9825014317 bbox=[381, 336, 537, 391]
classified-ad: ભાડે આપવાનો છે ફ્લેટ 4 બેડરૂમ, સેમી ફર્નિશ્ડ, 365 વાર, સાયન્સ સીટી- 9925258449 bbox=[1052, 662, 1207, 716]
classified-ad: ભાડે આપવાની છે ઓફિસ સેમી ફર્નિશ્ડ, 1515 sq. ft., બીજે માળ, સત્તાધાર ચાર રસ્તા. M. 9825555665 bbox=[884, 295, 1040, 366]
classified-ad: વેચવાનો છે બંગલો 300 વારનો નારણપુરા, Broker 9327041600, 9974931507, 9664730213 bbox=[549, 2076, 704, 2147]
category-subheading: વેચવાનું છે bbox=[884, 399, 1040, 418]
classified-ad: For Sale Flat 4 B H K, 4000 sq ft, Bodakdev 9099998637 The Real Estate Connect bbox=[214, 1859, 369, 1930]
classifieds-logo bbox=[374, 122, 570, 288]
classified-ad: અર્જન્ટ વેચાણ જોઈએ છે. પ્લોટ કોમર્શિયલ હાઉસ લાયક 1000થી 2000 વાર, વસ્ત્રાપુર, બોડકદેવ, આંબલી, થલતેજ, એસજી હાઇવે 9376260602 bbox=[381, 1515, 537, 1603]
classified-ad: વેચવાનો છે ટેનામેન્ટ, ફર્નિશ્ડ, પ્લોટ- 90 વાર, બાંધકામ- 190 વાર, વિવેકાનંદ ચોક પાસે, મેમનગર- 9427837678 bbox=[46, 1381, 202, 1452]
classified-ad: વેચાણ/ ભાડે આપવાનો છે ફ્લેટ, 2 બેડ, સત્તાધાર, ભૂયંગદેવ- 7016178388, 9898955118 bbox=[717, 1385, 872, 1440]
classified-ad: ભાડે આપવાનો છે બંગલાનો પહેલો માળ, 3 B H K, ફર્નિશ, નારણપુરા- 6353526178 bbox=[717, 589, 872, 644]
classified-ad: અર્જન્ટ વેચવાનો છે ફ્લેટ 3 બેડ હોલ કિચન નારણપુરા 9510810855 bbox=[549, 1383, 704, 1437]
classified-ad: વેચાણ/ ભાડે આપવાનો છે ફ્લેટ, 2 B H K, સાંઈ મંદિર પાસે, ઘાટલોડીયા. 7990888010 bbox=[1052, 1611, 1207, 1666]
classified-ad: ભાડે આપવાનો છે ફ્લેટ ફુલ્લી ફર્નિશ્ડ 3 બેડ હોલ કિચન સાયન્સ પાર્ક સાયન્સ સિટી 9825777920, 9687057027 bbox=[1052, 376, 1207, 447]
registration-dot bbox=[59, 2241, 72, 2254]
classified-ad: વેચવાનો છે ફ્લેટ 3 બેડ લક્ઝુરિયસ ફર્નિશ્ડ 261 વાર કાંકરિયા પાસે મણિનગર 7436055806. bbox=[1387, 230, 1572, 285]
category-subheading: ભાડે આપવાનું છે bbox=[381, 1833, 537, 1851]
classified-ad: ભાડે આપવાનો છે ફ્લેટ 5 બેડ હોલ કિચન, ગોયલ ટેરેસ, જજીસ બંગલા ચારરસ્તા, બોડકદેવ. 9825009266. bbox=[549, 295, 704, 366]
classified-ad: વેચવાનો છે 3 B H K, ફ્લેટ, જજ બંગલો રોડ પાસે, એલોટેડ પાર્કિંગ સાથે બોડકદેવ બ્રોકર 9925145877 bbox=[381, 392, 537, 463]
classified-ad: વેચવાનો છે પ્લોટ 300 વારનો વકીલ વાડી, એલ. જી. હોસ્પિટલની સામે, જૈન ક્રોસ હોસ્પિટલની બાજુમાં, મણિનગર. 380008. M. 9824022897 bbox=[1387, 1124, 1572, 1195]
classified-ad: વેચવાનો છે ફ્લેટ, 2 B H K, ફર્ટ ફ્લોર, સેમી ફર્નિશ્ડ, 125 વારનો, કાર પાર્કિંગ, લીફ્ટની સગવડ, સોલા કોલિંગ પાસે, ઘાટલોડિયા. 9825346625 bbox=[1052, 1667, 1207, 1755]
classified-ad: તાત્કાલિક વેચવાનો છે પ્લોટ, 321 વાર, બંગલા લાયક, રોડ ટચ, ગુરુકુળ, મેમનગર- 9898012381 bbox=[46, 1307, 202, 1379]
locality-heading: મણિનગર-ઘોડાસર bbox=[1219, 1179, 1375, 1204]
classified-ad: વેચવાનો છે ફ્લેટ લક્ઝુરિયસ 3 બેડરૂમ, હોલ, કિચન નારણપુરા 6353577023 bbox=[549, 860, 704, 915]
classified-ad: ભાડે/ વેચાણ આપવાનો છે ફ્લેટ 2 બેડરૂમનો નારણપુરામાં બ્રોકર 9824439927 bbox=[717, 874, 872, 929]
classified-ad: વેચવાનો છે ફ્લેટ, 2 B H K, બીજા માળે, A/ 803, ગૌરવ ટાવર, ઘાટલોડીયા. (દલાલ આવકાર્ય) 9825087025 bbox=[1052, 1537, 1207, 1608]
classified-ad: તાત્કાલિક ભાડે આપવાનો છે મકાન, ઘાટલોડિયા નારણપુરા દલાલ સોરી 9879406441 bbox=[717, 760, 872, 815]
classified-ad: વેચવાનો છે ફ્લેટ, 3 Bedroom, Furnished, અર્જુન ટાવર, ભૂયંગદેવ- 9898713096 bbox=[717, 1703, 872, 1758]
classified-page bbox=[40, 116, 1578, 2171]
brand-subtitle: ટચૂકડી જાહેરખબર bbox=[1031, 215, 1186, 239]
classified-ad: ભાડે આપવાનો છે દુકાન, ફર્સ્ટ ફ્લોર, વંદેમાતરમ, ગોતા- 7041049442 bbox=[1219, 1119, 1375, 1174]
category-subheading: ભાડે જોઈએ છે bbox=[717, 1762, 872, 1780]
classified-ad: ભાડે/ વેચાણ જોઈએ છે ફ્લેટ, ટેનામેન્ટ, મણિનગર, Bank/ government company officer માટે, મણિનગર, ઘોડાસર, ઇસનપુર, વટવા GIDC Maruti Realtor. 9327053260, 9408634142 bbox=[1387, 1659, 1572, 1763]
classified-ad: વેચવાનો છે ફ્લેટ, 3 B H K, પહેલો માળ, ગુરુકુળ, મેમનગર- 9724622466 bbox=[46, 1250, 202, 1305]
classified-ad: તાત્કાલિક વેચવાનો છે ફ્લેટ 4 B H K, Ultra Luxurious, Fully Furnished, 3250 Sq. Feet, Nirma યુનિ. પાસે, ઝુંડાલ, વૈષ્ણોદેવી. Mob. 9825057474 bbox=[46, 573, 202, 660]
classified-ad: For Rent Flat, 2 B H K, Adani Shantigram Elysium, Semi-Furnished. Vaishadevi. Broker-9824822390 bbox=[46, 684, 202, 771]
classified-ad: ભાડે આપવાનો છે ફ્લેટ 4 B H K, ફર્નિશ્ડ નગર નારણપુરા 9825028085 bbox=[717, 703, 872, 758]
classified-ad: For Rent Flat 2 B H K Semi Furnished Vastrapur Broker 9662327582 bbox=[381, 1853, 537, 1908]
